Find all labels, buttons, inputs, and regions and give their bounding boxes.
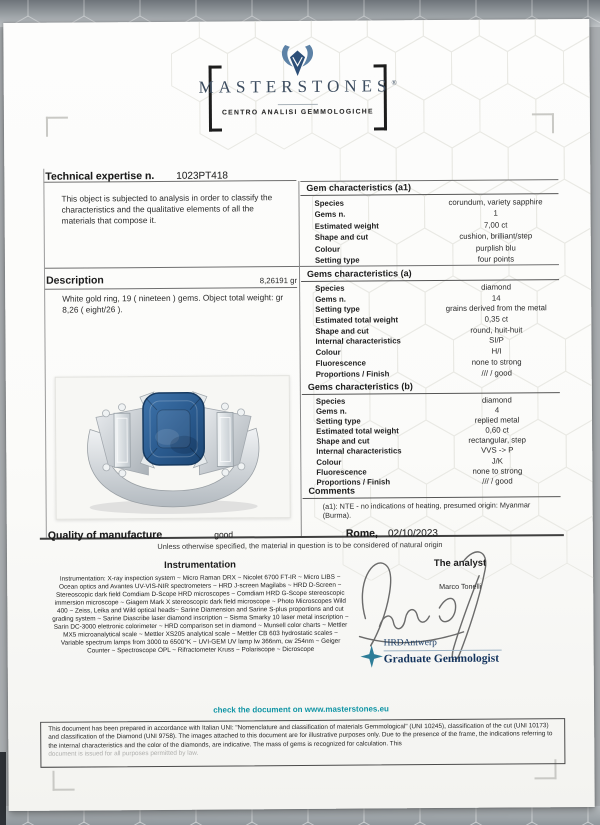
characteristic-value: SI/P (489, 336, 504, 346)
characteristic-value: 4 (494, 405, 500, 415)
characteristic-value: four points (477, 254, 515, 264)
hrd-title: Graduate Gemmologist (383, 652, 500, 666)
natural-origin-note: Unless otherwise specified, the material in question is to be considered of natural origin (157, 540, 443, 551)
characteristic-label: Fluorescence (315, 358, 366, 368)
characteristic-label: Internal characteristics (315, 336, 401, 347)
sapphire-ring-illustration (56, 376, 292, 521)
characteristic-label: Gems n. (315, 406, 347, 416)
section-gems-characteristics-a (301, 267, 560, 380)
characteristic-value: diamond (481, 282, 512, 292)
analyst-title: The analyst (433, 557, 487, 570)
characteristic-value: 1 (493, 208, 498, 219)
section-gem-characteristics-a1 (300, 181, 559, 266)
characteristic-value: 14 (491, 293, 501, 303)
hrd-brand-name: HRDAntwerp (383, 638, 437, 649)
characteristic-value: none to strong (471, 357, 522, 367)
characteristic-value: rectangular, step (468, 435, 527, 446)
issue-city: Rome, (345, 527, 378, 540)
characteristic-label: Setting type (314, 255, 360, 265)
divider-line (384, 650, 502, 652)
disclaimer-text-cut: document is issued for all purposes permitted by law. (48, 749, 199, 758)
characteristic-value: /// / good (481, 368, 512, 378)
characteristic-label: Shape and cut (316, 436, 370, 447)
characteristic-label: Setting type (316, 416, 361, 427)
characteristic-value: corundum, variety sapphire (448, 197, 543, 207)
characteristic-label: Proportions / Finish (316, 477, 391, 487)
characteristic-value: H/I (491, 346, 502, 356)
characteristic-value: none to strong (472, 466, 523, 476)
place-date-row (346, 523, 438, 542)
instrumentation-block (51, 559, 350, 656)
hrd-antwerp-logo (360, 637, 530, 665)
crop-mark (46, 117, 68, 137)
ring-photo (55, 375, 291, 520)
characteristic-label: Colour (316, 457, 342, 467)
quality-value: good (214, 529, 234, 540)
characteristic-label: Fluorescence (316, 467, 367, 477)
issue-date: 02/10/2023 (387, 528, 439, 540)
technical-expertise-label: Technical expertise n. (45, 170, 155, 183)
quality-label: Quality of manufacture (47, 528, 163, 542)
characteristic-label: Shape and cut (314, 232, 369, 243)
characteristic-label: Species (314, 198, 345, 208)
characteristic-value: cushion, brilliant/step (459, 231, 533, 242)
characteristic-row (301, 253, 559, 266)
technical-expertise-row (45, 165, 228, 184)
description-text: White gold ring, 19 ( nineteen ) gems. Object total weight: gr 8,26 ( eight/26 ). (62, 292, 284, 315)
characteristic-value: grains derived from the metal (445, 303, 547, 314)
section-title: Gems characteristics (b) (302, 380, 560, 395)
section-title: Gem characteristics (a1) (300, 181, 558, 196)
legal-disclaimer-box (40, 718, 565, 768)
section-gems-characteristics-b (302, 380, 561, 488)
characteristic-label: Proportions / Finish (315, 368, 390, 379)
characteristic-label: Colour (314, 244, 340, 254)
characteristic-label: Estimated weight (314, 221, 379, 231)
characteristic-value: J/K (491, 456, 503, 466)
brand-tagline: CENTRO ANALISI GEMMOLOGICHE (221, 108, 374, 117)
object-weight: 8,26191 gr (259, 276, 298, 286)
instrumentation-text: Instrumentation: X-ray inspection system ~ Micro Raman DRX ~ Nicolet 6700 FT-IR ~ Micro LIBS ~ Ocean optics and Avantes UV-VIS-NIR spectrometers ~ HRD J-screen Magilabs ~ HRD D-Screen ~ Stereoscopic dark field Comdiam D-Scope HRD microscopes ~ Comdiam HRD G-Scope stereoscopic immersion microscope ~ Giagem Mark X stereoscopic dark field microscope ~ Photo Microscopes Wild 400 ~ Zeiss, Leika and Wild optical heads~ Sarine Diamension and Sarine S-plus proportions and cut grading system ~ Sarine Diascribe laser diamond inscription ~ Sisma Smarky 10 laser metal inscription ~ Sarin DC-3000 elettronic colorimeter ~ HRD comparison set in diamond ~ Munsell color charts ~ Mettler MX5 microanalytical scale ~ Mettler XS205 analytical scale ~ Mettler CB 603 hydrostatic scales ~ Variable spectrum lamps from 3000 to 6500°K ~ UVI-GEM UV lamp lw 366nm, cw 254nm ~ Geiger Counter ~ Spectroscope OPL ~ Rifractometer Kruss ~ Polariscope ~ Dicroscope (52, 573, 349, 655)
divider-line (278, 104, 318, 105)
brand-name: MASTERSTONES® (198, 76, 397, 97)
logo-bracket-right (374, 64, 387, 130)
characteristic-label: Estimated total weight (316, 426, 399, 437)
brand-diamond-icon (275, 43, 319, 77)
characteristic-value: VVS -> P (481, 445, 514, 456)
characteristic-label: Shape and cut (315, 326, 369, 336)
characteristic-value: 0,60 ct (485, 425, 509, 435)
crop-mark (52, 771, 74, 791)
divider-line (44, 287, 297, 290)
logo-bracket-left (209, 66, 222, 132)
characteristic-value: /// / good (482, 476, 513, 486)
characteristic-value: 0,35 ct (484, 314, 509, 324)
verification-url-text: check the document on www.masterstones.eu (213, 704, 389, 715)
characteristic-label: Internal characteristics (316, 446, 402, 457)
certificate-number: 1023PT418 (176, 170, 229, 182)
characteristic-label: Colour (315, 347, 341, 358)
characteristic-label: Setting type (315, 304, 360, 315)
characteristic-value: purplish blu (475, 243, 516, 253)
hrd-star-icon (360, 644, 384, 668)
characteristic-row (302, 368, 560, 380)
description-header (46, 273, 297, 287)
section-title: Gems characteristics (a) (301, 267, 559, 282)
instrumentation-title: Instrumentation (164, 559, 236, 571)
comments-text: (a1): NTE - no indications of heating, presumed origin: Myanmar (Burma). (322, 500, 531, 521)
disclaimer-text: This document has been prepared in accordance with Italian UNI: "Nomenclature and classification of materials Gemmological" (UNI 10245), classification of the cut (UNI 10173) and classification of the Diamond (UNI 9758). The images attached to this document are for illustrative purposes only. Due to the presence of the frame, the indications referring to the internal characteristics and the color of the diamonds, are indicative. The mass of gems is recognized for calculation. This (48, 722, 553, 750)
characteristic-value: round, huit-huit (470, 325, 523, 335)
characteristic-label: Species (315, 396, 346, 406)
analyst-name: Marco Tonelli (439, 581, 482, 592)
analysis-intro-text: This object is subjected to analysis in order to classify the characteristics and the qualitative elements of all the materials that compose it. (61, 192, 273, 226)
section-comments (302, 484, 560, 520)
characteristic-value: diamond (481, 395, 512, 405)
characteristic-label: Species (315, 283, 345, 293)
characteristic-label: Gems n. (315, 294, 346, 304)
registered-mark: ® (391, 78, 397, 87)
form-left-border (43, 169, 47, 538)
characteristic-label: Estimated total weight (315, 315, 399, 325)
scan-edge (0, 752, 6, 825)
section-title: Comments (302, 484, 560, 499)
characteristic-label: Gems n. (314, 210, 346, 220)
description-label: Description (46, 274, 104, 287)
characteristic-value: replied metal (474, 415, 520, 425)
crop-mark (532, 113, 554, 133)
certificate-page (3, 19, 594, 811)
characteristic-value: 7,00 ct (483, 220, 508, 230)
